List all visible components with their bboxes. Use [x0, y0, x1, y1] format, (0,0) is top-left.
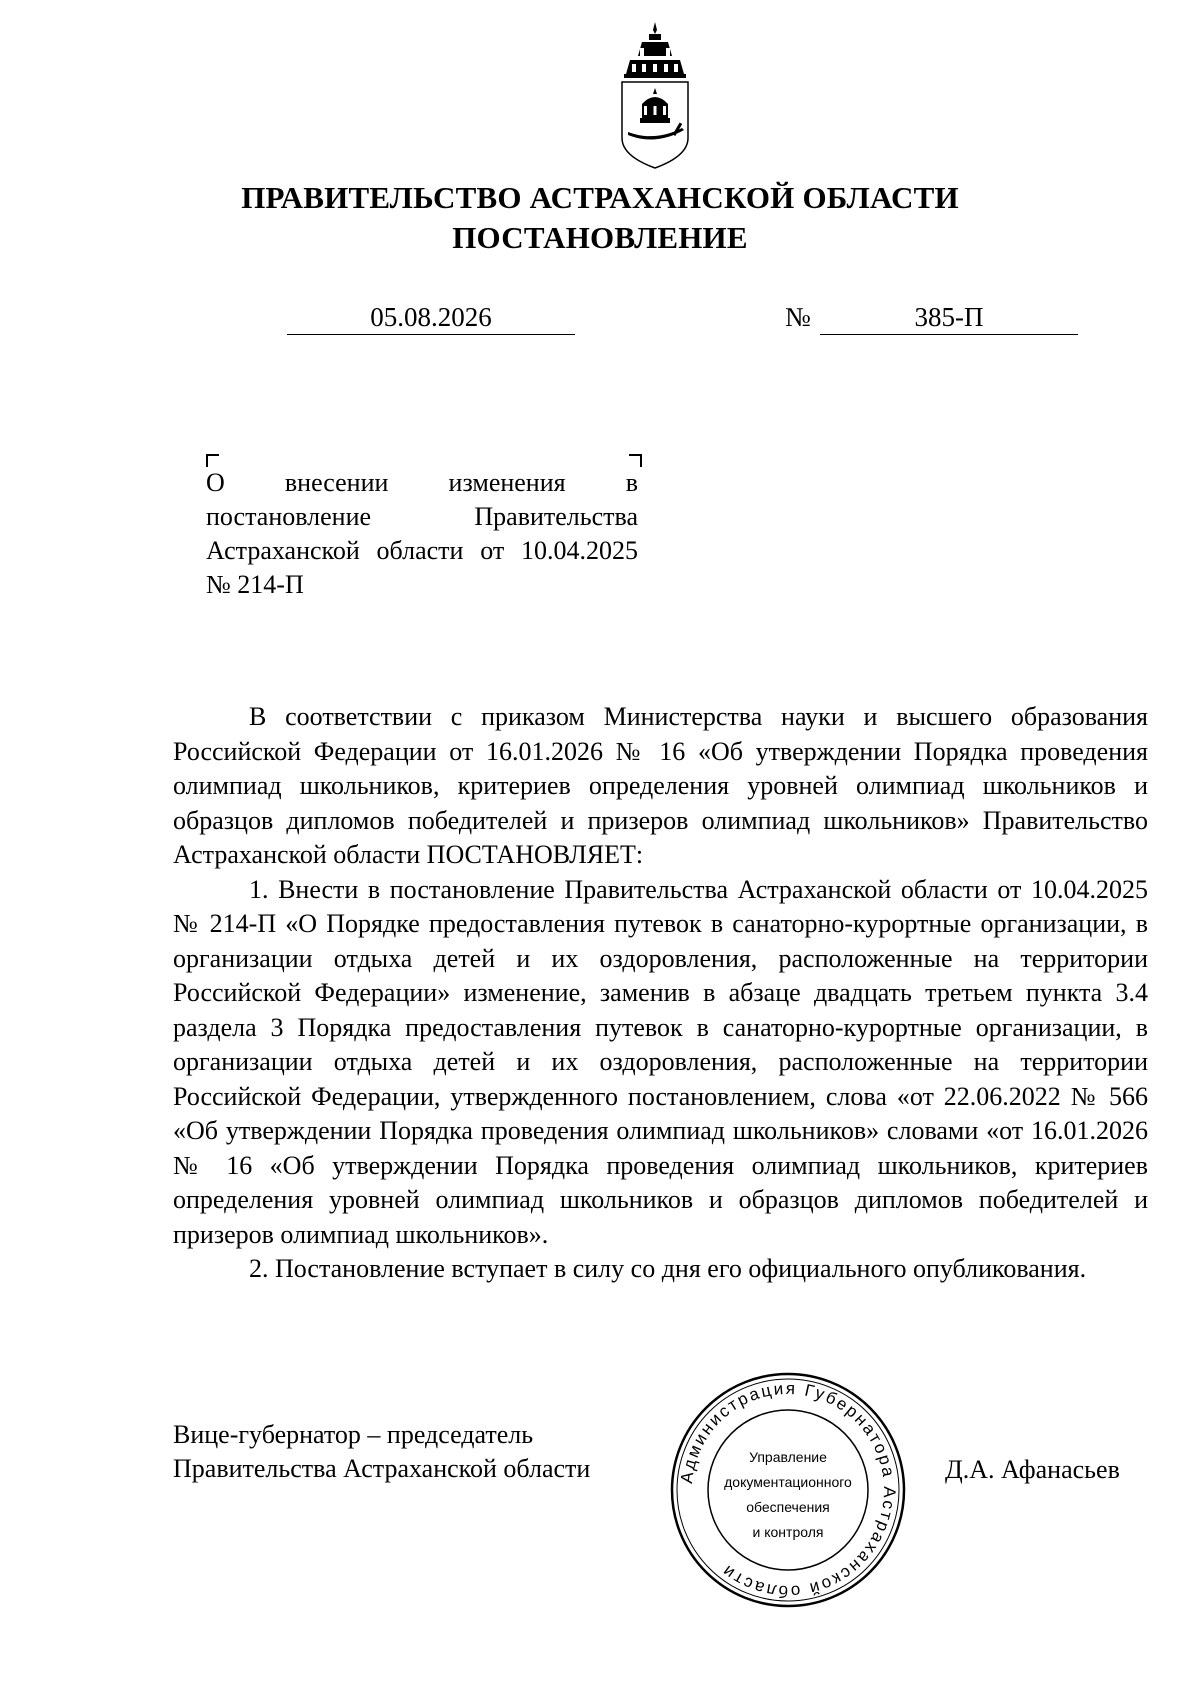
body-paragraph-item-2: 2. Постановление вступает в силу со дня его официального опубликования.	[249, 1254, 1087, 1283]
signatory-name: Д.А. Афанасьев	[945, 1455, 1120, 1484]
seal-center-line-4: и контроля	[752, 1524, 824, 1540]
signatory-title-line-2: Правительства Астраханской области	[173, 1454, 591, 1483]
seal-ring-text: Администрация Губернатора Астраханской области	[677, 1378, 900, 1602]
official-seal	[668, 1370, 908, 1610]
coat-of-arms-icon	[610, 20, 700, 170]
document-body	[173, 700, 1148, 1287]
document-subject: О внесении изменения в постановление Правительства Астраханской области от 10.04.2025 № 214-П	[206, 468, 638, 599]
svg-text:Администрация Губернатора Астр	[677, 1379, 899, 1601]
signatory-title	[173, 1418, 590, 1486]
document-type: ПОСТАНОВЛЕНИЕ	[452, 220, 748, 255]
number-sign: №	[785, 302, 811, 332]
document-date: 05.08.2026	[287, 300, 575, 335]
seal-center-line-1: Управление	[749, 1449, 827, 1465]
seal-center-line-3: обеспечения	[746, 1499, 830, 1515]
issuer-title: ПРАВИТЕЛЬСТВО АСТРАХАНСКОЙ ОБЛАСТИ	[241, 180, 959, 215]
body-paragraph-preamble: В соответствии с приказом Министерства науки и высшего образования Российской Федерации от 16.01.2026 № 16 «Об утверждении Порядка проведения олимпиад школьников, критериев определения уровней олимпиад школьников и образцов дипломов победителей и призеров олимпиад школьников» Правительство Астраханской области ПОСТАНОВЛЯЕТ:	[173, 702, 1148, 869]
document-number: 385-П	[820, 300, 1078, 335]
seal-center-line-2: документационного	[724, 1474, 852, 1490]
body-paragraph-item-1: 1. Внести в постановление Правительства Астраханской области от 10.04.2025 № 214-П «О Порядке предоставления путевок в санаторно-курортные организации, в организации отдыха детей и их оздоровления, расположенные на территории Российской Федерации» изменение, заменив в абзаце двадцать третьем пункта 3.4 раздела 3 Порядка предоставления путевок в санаторно-курортные организации, в организации отдыха детей и их оздоровления, расположенные на территории Российской Федерации, утвержденного постановлением, слова «от 22.06.2022 № 566 «Об утверждении Порядка проведения олимпиад школьников» словами «от 16.01.2026 № 16 «Об утверждении Порядка проведения олимпиад школьников, критериев определения уровней олимпиад школьников и образцов дипломов победителей и призеров олимпиад школьников».	[173, 874, 1148, 1249]
signatory-title-line-1: Вице-губернатор – председатель	[173, 1420, 534, 1449]
